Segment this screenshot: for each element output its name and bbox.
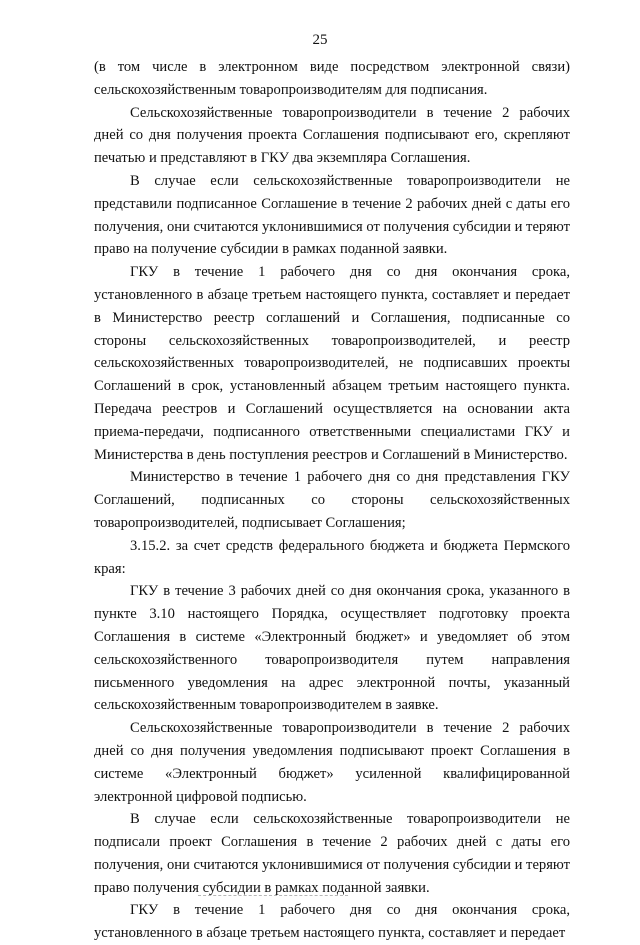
paragraph-8: Сельскохозяйственные товаропроизводители в течение 2 рабочих дней со дня получения уведомления подписывают проект Соглашения в системе «Электронный бюджет» усиленной квалифицированной электронной цифровой подписью. — [94, 720, 570, 805]
paragraph-1: (в том числе в электронном виде посредством электронной связи) сельскохозяйственным товаропроизводителям для подписания. — [94, 59, 570, 98]
paragraph-7: ГКУ в течение 3 рабочих дней со дня окончания срока, указанного в пункте 3.10 настоящего Порядка, осуществляет подготовку проекта Соглашения в системе «Электронный бюджет» и уведомляет об этом сельскохозяйственного товаропроизводителя путем направления письменного уведомления на адрес электронной почты, указанный сельскохозяйственным товаропроизводителем в заявке. — [94, 583, 570, 714]
paragraph-6: 3.15.2. за счет средств федерального бюджета и бюджета Пермского края: — [94, 537, 570, 577]
paragraph-3: В случае если сельскохозяйственные товаропроизводители не представили подписанное Соглашение в течение 2 рабочих дней с даты его получения, они считаются уклонившимися от получения субсидии и теряют право на получение субсидии в рамках поданной заявки. — [94, 172, 571, 258]
paragraph-5: Министерство в течение 1 рабочего дня со дня представления ГКУ Соглашений, подписанных со стороны сельскохозяйственных товаропроизводителей, подписывает Соглашения; — [94, 469, 570, 531]
body-text — [94, 56, 570, 945]
paragraph-10: ГКУ в течение 1 рабочего дня со дня окончания срока, установленного в абзаце третьем настоящего пункта, составляет и передает — [94, 902, 570, 942]
scan-edge-mark — [198, 895, 348, 896]
paragraph-2: Сельскохозяйственные товаропроизводители в течение 2 рабочих дней со дня получения проекта Соглашения подписывают его, скрепляют печатью и представляют в ГКУ два экземпляра Соглашения. — [94, 104, 570, 167]
paragraph-4: ГКУ в течение 1 рабочего дня со дня окончания срока, установленного в абзаце третьем настоящего пункта, составляет и передает в Министерство реестр соглашений и Соглашения, подписанные со стороны сельскохозяйственных товаропроизводителей, и реестр сельскохозяйственных товаропроизводителей, не подписавших проекты Соглашений в срок, установленный абзацем третьим настоящего пункта. Передача реестров и Соглашений осуществляется на основании акта приема-передачи, подписанного ответственными специалистами ГКУ и Министерства в день поступления реестров и Соглашений в Министерство. — [94, 264, 570, 463]
paragraph-9: В случае если сельскохозяйственные товаропроизводители не подписали проект Соглашения в течение 2 рабочих дней с даты его получения, они считаются уклонившимися от получения субсидии и теряют право получения субсидии в рамках поданной заявки. — [94, 811, 571, 896]
page-number: 25 — [312, 32, 328, 48]
